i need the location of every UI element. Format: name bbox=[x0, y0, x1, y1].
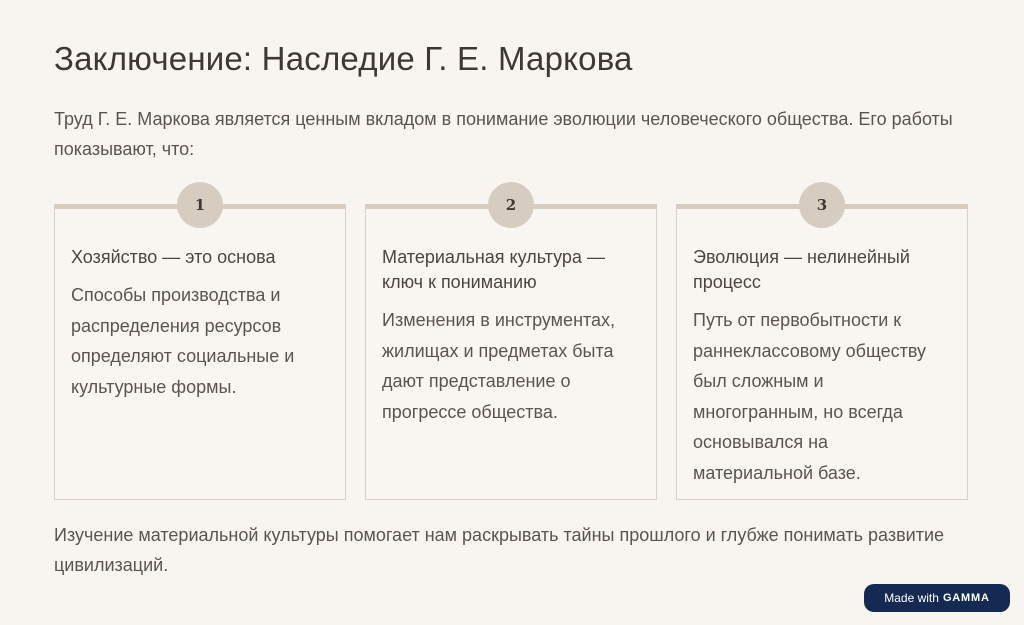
made-with-label: Made with bbox=[884, 591, 939, 605]
card-3 bbox=[676, 196, 968, 500]
card-number-badge: 1 bbox=[177, 182, 223, 228]
page-title: Заключение: Наследие Г. Е. Маркова bbox=[54, 40, 633, 77]
card-text: Изменения в инструментах, жилищах и предметах быта дают представление о прогрессе общества. bbox=[382, 310, 616, 422]
card-text: Путь от первобытности к раннеклассовому обществу был сложным и многогранным, но всегда основывался на материальной базе. bbox=[693, 310, 927, 483]
card-title: Материальная культура — ключ к пониманию bbox=[382, 247, 605, 292]
card-title: Эволюция — нелинейный процесс bbox=[693, 247, 910, 292]
made-with-gamma-badge[interactable] bbox=[864, 584, 1010, 612]
card-2 bbox=[365, 196, 657, 500]
card-title: Хозяйство — это основа bbox=[71, 247, 276, 267]
cards-row bbox=[54, 186, 970, 504]
card-number-badge: 3 bbox=[799, 182, 845, 228]
intro-paragraph: Труд Г. Е. Маркова является ценным вкладом в понимание эволюции человеческого общества. Его работы показывают, что: bbox=[54, 109, 953, 159]
card-number-badge: 2 bbox=[488, 182, 534, 228]
card-text: Способы производства и распределения ресурсов определяют социальные и культурные формы. bbox=[71, 285, 295, 397]
conclusion-paragraph: Изучение материальной культуры помогает нам раскрывать тайны прошлого и глубже понимать развитие цивилизаций. bbox=[54, 525, 945, 575]
card-1 bbox=[54, 196, 346, 500]
gamma-logo: GAMMA bbox=[942, 592, 990, 604]
